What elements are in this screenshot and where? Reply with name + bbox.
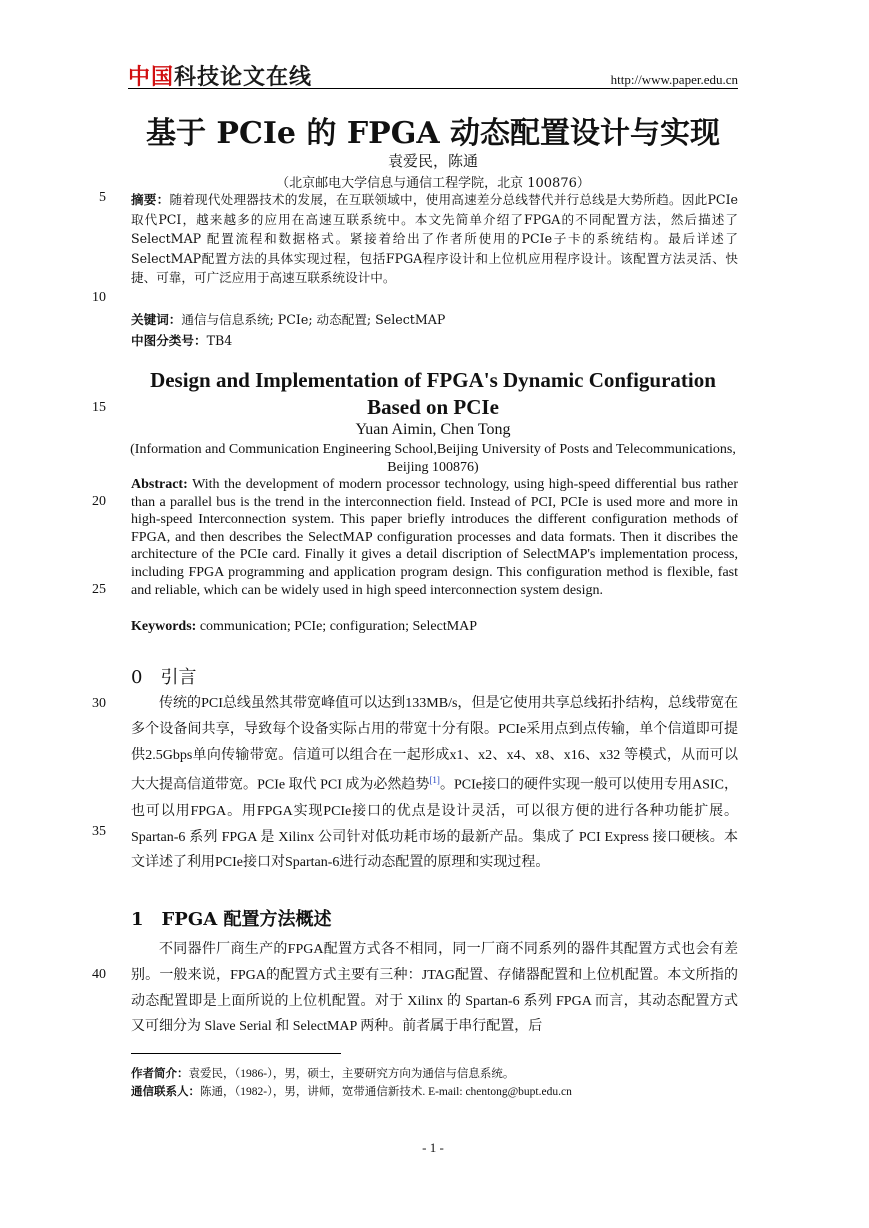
footnote-text: 袁爱民，（1986-），男，硕士，主要研究方向为通信与信息系统。 xyxy=(188,1068,515,1080)
abstract-zh-label: 摘要： xyxy=(131,192,170,207)
footnote-text: 陈通，（1982-），男，讲师，宽带通信新技术. E-mail: chentong@bupt.edu.cn xyxy=(200,1086,572,1098)
site-url[interactable]: http://www.paper.edu.cn xyxy=(610,72,738,87)
footnote-contact xyxy=(131,1083,738,1099)
abstract-en xyxy=(131,476,738,599)
classification-number xyxy=(131,331,738,351)
line-number: 35 xyxy=(92,824,106,839)
footnote-label: 通信联系人： xyxy=(131,1086,200,1098)
section-heading-intro: 0 引言 xyxy=(131,667,197,688)
clc-label: 中图分类号： xyxy=(131,333,207,348)
abstract-zh xyxy=(131,190,738,288)
line-number: 10 xyxy=(92,290,106,305)
footnote-author-bio xyxy=(131,1065,738,1081)
line-number: 30 xyxy=(92,696,106,711)
clc-text: TB4 xyxy=(206,333,233,348)
header-divider xyxy=(128,88,738,89)
paper-title-en: Design and Implementation of FPGA's Dynamic Configuration Based on PCIe xyxy=(150,368,716,419)
abstract-en-text: With the development of modern processor technology, using high-speed differential bus rather than a parallel bus is the trend in the interconnection field. Instead of PCI, PCIe is used more and more in high-speed Interconnection system. This paper briefly introduces the different configuration methods of FPGA, and then describes the SelectMAP configuration processes and data formats. Then it discribes the architecture of the PCIe card. Finally it gives a detail discription of SelectMAP's implementation process, including FPGA programming and application program design. This configuration method is flexible, fast and reliable, which can be widely used in high speed interconnection system design. xyxy=(131,477,738,598)
intro-text-part2: 。PCIe接口的硬件实现一般可以使用专用ASIC，也可以用FPGA。用FPGA实现PCIe接口的优点是设计灵活，可以很方便的进行各种功能扩展。Spartan-6 系列 FPGA 是 Xilinx 公司针对低功耗市场的最新产品。集成了 PCI Express 接口硬核。本文详述了利用PCIe接口对Spartan-6进行动态配置的原理和实现过程。 xyxy=(131,778,738,871)
keywords-en xyxy=(131,618,738,636)
section-heading-config-methods: 1 FPGA 配置方法概述 xyxy=(131,909,332,930)
paper-title-zh: 基于 PCIe 的 FPGA 动态配置设计与实现 xyxy=(145,116,721,151)
config-methods-paragraph: 不同器件厂商生产的FPGA配置方式各不相同，同一厂商不同系列的器件其配置方式也会有差别。一般来说，FPGA的配置方式主要有三种：JTAG配置、存储器配置和上位机配置。本文所指的动态配置即是上面所说的上位机配置。对于 Xilinx 的 Spartan-6 系列 FPGA 而言，其动态配置方式又可细分为 Slave Serial 和 SelectMAP 两种。前者属于串行配置，后 xyxy=(131,942,738,1035)
site-logo xyxy=(128,60,312,91)
abstract-en-label: Abstract: xyxy=(131,477,188,492)
line-number: 25 xyxy=(92,582,106,597)
affiliation-en: (Information and Communication Engineering School,Beijing University of Posts and Telecommunications, Beijing 100876) xyxy=(130,442,736,475)
logo-red-text: 中国 xyxy=(128,65,175,90)
keywords-en-label: Keywords: xyxy=(131,619,197,634)
keywords-zh xyxy=(131,310,738,330)
keywords-en-text: communication; PCIe; configuration; SelectMAP xyxy=(196,619,478,634)
line-number: 20 xyxy=(92,494,106,509)
keywords-zh-label: 关键词： xyxy=(131,312,182,327)
line-number: 40 xyxy=(92,967,106,982)
line-number: 15 xyxy=(92,400,106,415)
keywords-zh-text: 通信与信息系统; PCIe; 动态配置; SelectMAP xyxy=(181,312,446,327)
citation-link[interactable]: [1] xyxy=(429,775,440,786)
logo-black-text: 科技论文在线 xyxy=(174,65,313,90)
page-number: - 1 - xyxy=(422,1140,444,1155)
authors-en: Yuan Aimin, Chen Tong xyxy=(355,421,511,438)
intro-text-part1: 传统的PCI总线虽然其带宽峰值可以达到133MB/s，但是它使用共享总线拓扑结构，总线带宽在多个设备间共享，导致每个设备实际占用的带宽十分有限。PCIe采用点到点传输，单个信道即可提供2.5Gbps单向传输带宽。信道可以组合在一起形成x1、x2、x4、x8、x16、x32 等模式，从而可以大大提高信道带宽。PCIe 取代 PCI 成为必然趋势 xyxy=(131,696,738,794)
line-number: 5 xyxy=(99,190,106,205)
affiliation-zh: （北京邮电大学信息与通信工程学院，北京 100876） xyxy=(276,176,590,191)
footnote-label: 作者简介： xyxy=(131,1068,189,1080)
authors-zh: 袁爱民，陈通 xyxy=(387,152,478,170)
footnote-divider xyxy=(131,1053,341,1054)
abstract-zh-text: 随着现代处理器技术的发展，在互联领域中，使用高速差分总线替代并行总线是大势所趋。因此PCIe取代PCI，越来越多的应用在高速互联系统中。本文先简单介绍了FPGA的不同配置方法，然后描述了 SelectMAP 配置流程和数据格式。紧接着给出了作者所使用的PCIe子卡的系统结构。最后详述了SelectMAP配置方法的具体实现过程，包括FPGA程序设计和上位机应用程序设计。该配置方法灵活、快捷、可靠，可广泛应用于高速互联系统设计中。 xyxy=(131,192,738,286)
intro-paragraph xyxy=(131,691,738,876)
